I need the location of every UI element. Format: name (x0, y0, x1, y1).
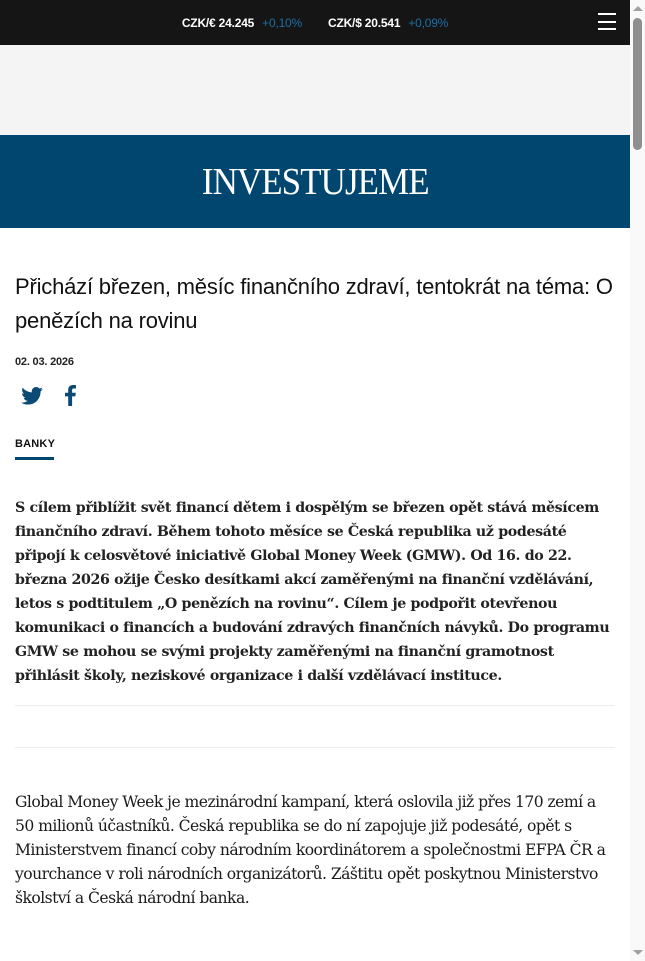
article (0, 270, 630, 910)
rate-eur (182, 16, 302, 30)
section-logo[interactable]: INVESTUJEME (201, 160, 429, 203)
social-share (15, 385, 615, 406)
section-banner (0, 135, 630, 228)
divider (15, 747, 615, 748)
rate-usd-value: CZK/$ 20.541 (328, 15, 401, 30)
article-perex: S cílem přiblížit svět financí dětem i dospělým se březen opět stává měsícem finančního zdraví. Během tohoto měsíce se Česká republika už podesáté připojí k celosvětové iniciativě Global Money Week (GMW). Od 16. do 22. března 2026 ožije Česko desítkami akcí zaměřenými na finanční vzdělávání, letos s podtitulem „O penězích na rovinu“. Cílem je podpořit otevřenou komunikaci o financích a budování zdravých finančních návyků. Do programu GMW se mohou se svými projekty zaměřenými na finanční gramotnost přihlásit školy, neziskové organizace i další vzdělávací instituce. (15, 500, 610, 684)
rate-usd-change: +0,09% (408, 15, 449, 30)
twitter-icon[interactable] (21, 387, 43, 405)
category-tag[interactable] (15, 438, 615, 460)
rate-eur-change: +0,10% (262, 15, 302, 30)
divider (15, 705, 615, 706)
scroll-up-arrow-icon[interactable] (633, 6, 643, 11)
category-tag-label[interactable]: BANKY (15, 438, 56, 450)
category-tag-underline (15, 457, 54, 460)
ad-slot (0, 45, 630, 135)
article-date: 02. 03. 2026 (15, 356, 74, 368)
article-paragraph: Global Money Week je mezinárodní kampaní, která oslovila již přes 170 zemí a 50 milionů účastníků. Česká republika se do ní zapojuje již podesáté, opět s Ministerstvem financí coby národním koordinátorem a společnostmi EFPA ČR a yourchance v roli národních organizátorů. Záštitu opět poskytnou Ministerstvo školství a Česká národní banka. (15, 793, 606, 907)
scrollbar[interactable] (630, 0, 645, 961)
article-title: Přichází březen, měsíc finančního zdraví, tentokrát na téma: O penězích na rovinu (15, 274, 613, 333)
scrollbar-thumb[interactable] (633, 18, 642, 150)
facebook-icon[interactable] (65, 385, 76, 406)
rate-eur-value: CZK/€ 24.245 (181, 15, 255, 30)
rate-usd (328, 16, 448, 30)
top-bar (0, 0, 630, 45)
exchange-rates (182, 16, 448, 30)
scroll-down-arrow-icon[interactable] (633, 950, 643, 955)
hamburger-icon[interactable] (598, 13, 616, 30)
